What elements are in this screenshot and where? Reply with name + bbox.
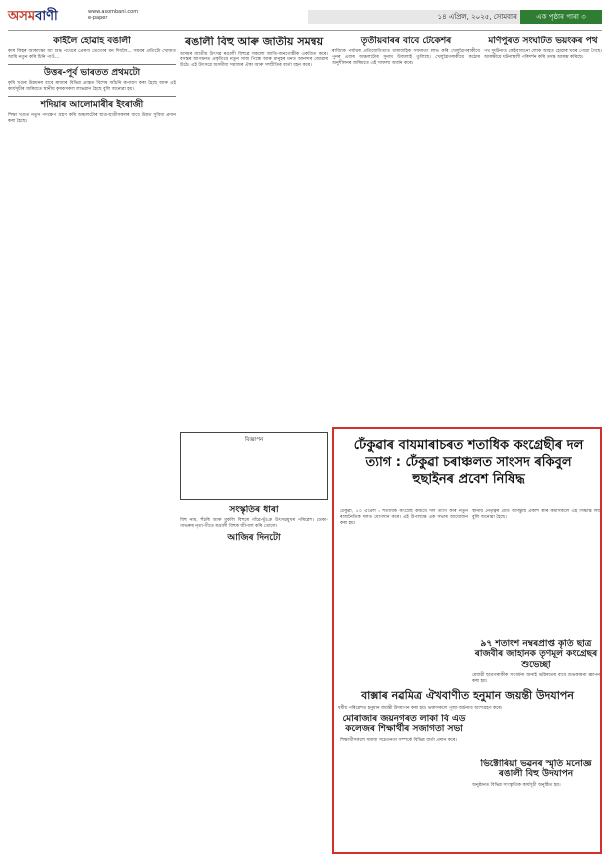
col2b-title: সংস্কৃতিৰ ধাৰা (229, 505, 279, 515)
feature-story-c-text: মেধাৱী ছাত্ৰগৰাকীক সংবৰ্ধনা জনাই ভৱিষ্যতৰ বাবে শুভকামনা জ্ঞাপন কৰা হয়। (472, 673, 600, 684)
col3-title: তৃতীয়বাৰৰ বাবে টেকেশৰ (360, 36, 452, 46)
site-line-2: e-paper (88, 15, 108, 21)
feature-story-b (472, 509, 600, 637)
feature-headline: ঢেঁকুৱাৰ বাযমাৰাচৰত শতাধিক কংগ্ৰেছীৰ দল ত্যাগ : ঢেঁকুৱা চৰাঞ্চলত সাংসদ ৰকিবুল হুছাইনৰ প্ৰবেশ নিষিদ্ধ (353, 438, 584, 487)
col2-text: অসমৰ জাতীয় উৎসৱ ৰঙালী বিহুৱে সকলো জাতি-জনগোষ্ঠীক একত্ৰিত কৰে। বসন্তৰ আগমনত প্ৰকৃতিয়ে নতুন সাজ পিন্ধে আৰু মানুহৰ মনত আনন্দৰ জোৱাৰ উঠে। এই উৎসৱে অসমীয়া সমাজৰ ঐক্য আৰু সম্প্ৰীতিৰ বাৰ্তা বহন কৰে। (180, 51, 328, 69)
feature-story-e-title: ভিক্টোৰিয়া ভৱনৰ স্মৃতি মনোজ্ঞ ৰঙালী বিহু উদযাপন (480, 759, 592, 780)
feature-story-b-text: স্থানীয় নেতৃত্বৰ প্ৰতি অসন্তুষ্টি প্ৰকাশ কৰি কৰ্মীসকলে এই সিদ্ধান্ত লয় বুলি জনোৱা হৈছে। (472, 509, 600, 520)
story1-text: কৃষি খণ্ডৰ উন্নয়নৰ বাবে ৰাজ্যৰ বিভিন্ন প্ৰান্তত বিশেষ আঁচনি ৰূপায়ণ কৰা হৈছে আৰু এই কাৰ্যসূচীৰ জৰিয়তে স্থানীয় কৃষকসকল লাভৱান হৈছে বুলি জনোৱা হয়। (8, 81, 176, 93)
col2-title: ৰঙালী বিহু আৰু জাতীয় সমন্বয় (184, 36, 324, 48)
column-3 (332, 36, 480, 431)
bottom-headline: বাক্সাৰ নৱমিত্ৰ ঐখবাণীত হনুমান জয়ন্তী উদযাপন (361, 689, 574, 702)
site-lines (88, 9, 138, 21)
story2-text: শিক্ষা খণ্ডত নতুন পদক্ষেপ গ্ৰহণ কৰি অঞ্চলটোৰ ছাত্ৰ-ছাত্ৰীসকলৰ বাবে উন্নত সুবিধা প্ৰদান কৰা হৈছে। (8, 113, 176, 125)
story2-title: শদিয়াৰ আলোমাৰীৰ ইংৰাজী (40, 99, 144, 110)
col2b-text: বিহু নাম, হুঁচৰি আৰু মুকলি বিহুৰে গাঁৱে-ভূঁঞে উৎসৱমুখৰ পৰিৱেশ। ডেকা-গাভৰুৰ নৃত্য-গীতে ৰঙালী বিহুক জীপাল কৰি তোলে। (180, 518, 328, 530)
col4-title: মণিপুৰত সংঘটিত ভয়ংকৰ পথ (488, 36, 598, 46)
col4-text: পথ দুৰ্ঘটনাত কেইবাজনো লোক আহত হোৱাৰ খবৰ পোৱা গৈছে। আৰক্ষীয়ে ঘটনাস্থলী পৰিদৰ্শন কৰি তদন্ত আৰম্ভ কৰিছে। (484, 49, 602, 61)
feature-story-d (340, 714, 468, 784)
poem-title: কাইলৈ হোৱাহ বঙালী (53, 36, 131, 46)
feature-story-e (472, 759, 600, 851)
story1-title: উত্তৰ-পূৰ্ব ভাৰতত প্ৰথমটো (43, 67, 141, 78)
feature-story-e-text: অনুষ্ঠানত বিভিন্ন সাংস্কৃতিক কাৰ্যসূচী অনুষ্ঠিত হয়। (472, 782, 561, 788)
column-1 (8, 36, 176, 856)
masthead (8, 4, 602, 31)
bottom-story (338, 690, 597, 714)
feature-story-d-title: মোৰাজাৰ জয়নগৰত লাকা বি এড কলেজৰ শিক্ষাৰ্থীৰ সজাগতা সভা (342, 714, 466, 735)
feature-story-c-title: ৯৭ শতাংশ নম্বৰপ্ৰাপ্ত কৃতি ছাত্ৰ ৰাজবীৰ জাহানক তৃণমূল কংগ্ৰেছৰ শুভেচ্ছা (474, 639, 598, 670)
feature-story-a-text: ঢেঁকুৱা, ১৩ এপ্ৰিল : শতাধিক কংগ্ৰেছ কৰ্মীয়ে দল ত্যাগ কৰি নতুন ৰাজনৈতিক দলত যোগদান কৰে। এই উপলক্ষে এক সভাৰ আয়োজন কৰা হয়। (340, 509, 468, 526)
advertisement: বিজ্ঞাপন (180, 432, 328, 500)
column-4 (484, 36, 602, 431)
site-line-1: www.asombani.com (88, 9, 139, 15)
page-label: এক পৃষ্ঠাৰ পাৰা ৩ (520, 10, 602, 24)
feature-frame (332, 427, 602, 854)
column-2-lower (180, 505, 328, 855)
feature-story-d-text: শিক্ষাৰ্থীসকলে সমাজ সচেতনতা সম্পৰ্কে বিভিন্ন বাৰ্তা প্ৰদান কৰে। (340, 737, 457, 743)
column-2 (180, 36, 328, 431)
col2b-tail-title: আজিৰ দিনটো (227, 532, 281, 543)
date-bar: ১৪ এপ্ৰিল, ২০২৫, সোমবাৰ (308, 10, 523, 24)
divider (8, 96, 176, 97)
feature-story-a (340, 509, 468, 709)
bottom-text: ধৰ্মীয় পৰিৱেশত হনুমান জয়ন্তী উদযাপন কৰা হয়। ভক্তসকলে পূজা-অৰ্চনাত অংশগ্ৰহণ কৰে। (338, 705, 503, 711)
poem-text: কাৰ কিহৰ আকাংক্ষা আ শুদ্ধ পথেৰে প্ৰেৰণা তেতোৰ মন দিবলৈ... সময়ৰ প্ৰতিটো খোজত আমি নতুন কৰি চিনি পাওঁ... (8, 49, 176, 61)
col3-text: ৰাজ্যিক পৰ্যায়ৰ প্ৰতিযোগিতাত ধাৰাবাহিক সফলতা লাভ কৰি খেলুৱৈগৰাকীয়ে পুনৰ এবাৰ অঞ্চলটোৰ সুনাম উজলাই তুলিছে। খেলুৱৈগৰাকীয়ে কঠোৰ অনুশীলনৰ জৰিয়তে এই সাফল্য অৰ্জন কৰে। (332, 49, 480, 66)
divider (8, 64, 176, 65)
logo (8, 7, 58, 28)
logo-left: অসম (8, 9, 36, 24)
logo-right: বাণী (35, 9, 58, 24)
